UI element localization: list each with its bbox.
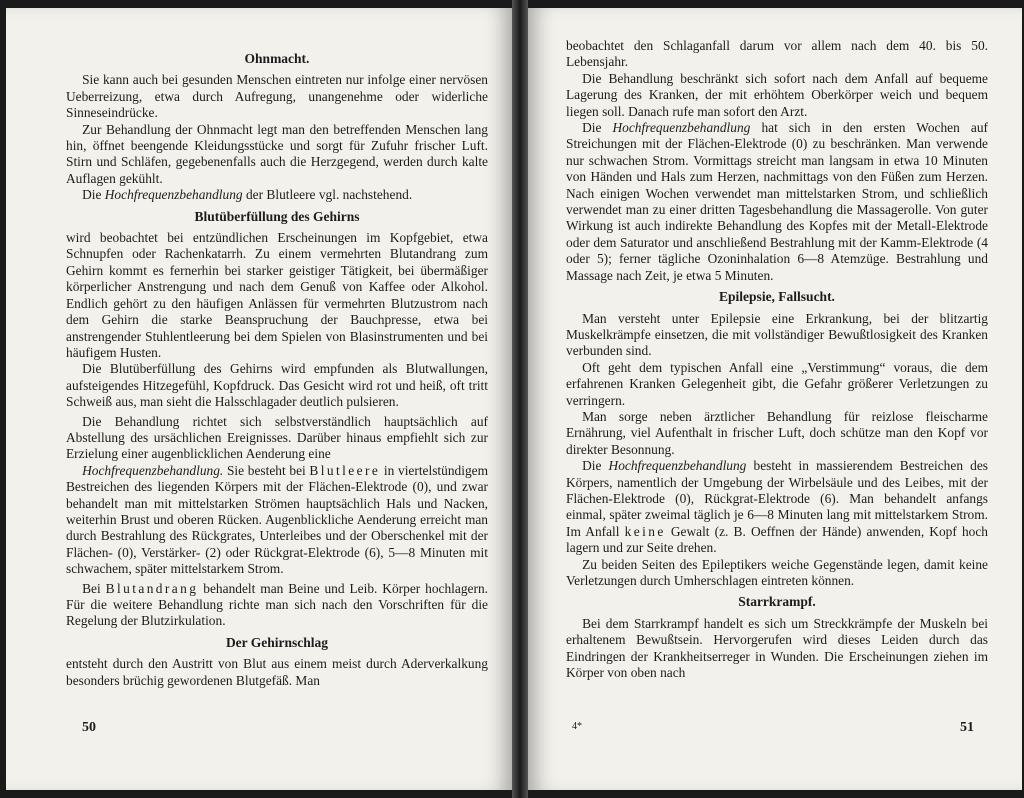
text-run: Sie besteht bei: [223, 462, 310, 478]
paragraph: [66, 463, 488, 578]
text-run: Die: [582, 120, 613, 136]
spaced-term: Blutandrang: [105, 580, 199, 596]
paragraph: Die Blutüberfüllung des Gehirns wird empfunden als Blutwallungen, aufsteigendes Hitzegefühl, Kopfdruck. Das Gesicht wird rot und heiß, oft tritt Schweiß aus, man sieht die Halsschlagader deutlich pulsieren.: [66, 361, 488, 410]
text-run: Die: [82, 187, 105, 203]
paragraph: entsteht durch den Austritt von Blut aus einem meist durch Aderverkalkung besonders brüchig gewordenen Blutgefäß. Man: [66, 656, 488, 688]
paragraph: beobachtet den Schlaganfall darum vor allem nach dem 40. bis 50. Lebensjahr.: [566, 38, 988, 70]
paragraph: Bei dem Starrkrampf handelt es sich um Streckkrämpfe der Muskeln bei erhaltenem Bewußtsein. Hervorgerufen wird dieses Leiden durch das Eindringen der Krankheitserreger in Wunden. Die Erscheinungen ziehen im Körper von oben nach: [566, 615, 988, 681]
paragraph: [566, 120, 988, 284]
text-run: behandelt man Beine und Leib. Körper hochlagern. Für die weitere Behandlung richte man sich nach den Vorschriften für die Regelung der Blutzirkulation.: [66, 580, 488, 629]
signature-mark: 4*: [572, 721, 582, 732]
book-gutter: [512, 0, 528, 798]
emphasis: Hochfrequenzbehandlung: [612, 120, 751, 136]
heading-gehirnschlag: Der Gehirnschlag: [225, 634, 329, 650]
page-number: 51: [960, 720, 974, 735]
paragraph: Oft geht dem typischen Anfall eine „Verstimmung“ voraus, die dem erfahrenen Kranken Gelegenheit gibt, die Gefahr größerer Verletzungen zu verringern.: [566, 359, 988, 408]
text-run: in viertelstündigem Bestreichen des liegenden Körpers mit der Flächen-Elektrode (0), und zwar behandelt man mit mittelstarken Strömen hauptsächlich Hals und Nacken, weiterhin Brust und oberen Rücken. Augenblickliche Aenderung erreicht man durch Bestrahlung des Rückgrates, Unterleibes und der Oberschenkel mit der Flächen- (0), Verstärker- (2) oder Rückgrat-Elektrode (6), 5—8 Minuten mit schwachem, später mittelstarkem Strom.: [66, 462, 488, 577]
spaced-term: Blutleere: [309, 462, 381, 478]
paragraph: Sie kann auch bei gesunden Menschen eintreten nur infolge einer nervösen Ueberreizung, etwa durch Aufregung, unangenehme oder widerliche Sinneseindrücke.: [66, 72, 488, 121]
heading-epilepsie: Epilepsie, Fallsucht.: [719, 289, 835, 305]
page-number: 50: [82, 720, 96, 735]
paragraph: Zur Behandlung der Ohnmacht legt man den betreffenden Menschen lang hin, öffnet beengende Kleidungsstücke und sorgt für Zufuhr frischer Luft. Stirn und Schläfen, gegebenenfalls auch die Herzgegend, werden durch kalte Auflagen gekühlt.: [66, 121, 488, 186]
heading-blutueberfuellung: Blutüberfüllung des Gehirns: [194, 208, 360, 224]
text-run: besteht in massierendem Bestreichen des Körpers, namentlich der Umgebung der Wirbelsäule und des Leibes, mit der Flächen-Elektrode (0), Rückgrat-Elektrode (6). Man behandelt anfangs einmal, später zweimal täglich je 6—8 Minuten lang mit mittelstarkem Strom. Im Anfall: [566, 458, 988, 539]
text-run: Gewalt (z. B. Oeffnen der Hände) anwenden, Kopf hoch lagern und zur Seite drehen.: [566, 523, 988, 556]
heading-ohnmacht: Ohnmacht.: [244, 51, 310, 66]
paragraph: wird beobachtet bei entzündlichen Erscheinungen im Kopfgebiet, etwa Schnupfen oder Rachenkatarrh. Zu einem vermehrten Blutandrang zum Gehirn kommt es fernerhin bei starker geistiger Tätigkeit, bei übermäßiger körperlicher Anstrengung und nach dem Genuß von Kaffee oder Alkohol. Endlich gehört zu den häufigen Anlässen für vermehrten Blutzustrom nach dem Gehirn die starke Beanspruchung der Bauchpresse, etwa bei anstrengender Stuhlentleerung bei dem Spielen von Blasinstrumenten und bei häufigem Husten.: [66, 230, 488, 360]
text-run: Die: [582, 458, 609, 474]
paragraph: [566, 458, 988, 556]
left-page: [6, 8, 512, 790]
paragraph: [66, 581, 488, 630]
paragraph: [66, 187, 488, 203]
text-run: hat sich in den ersten Wochen auf Streichungen mit der Flächen-Elektrode (0) zu beschränken. Man verwende nur schwachen Strom. Vormittags streicht man langsam in etwa 10 Minuten von Händen und Hals zum Herzen, nachmittags von den Füßen zum Herzen. Nach einigen Wochen verwendet man mittelstarken Strom, und schließlich verwendet man zu einer dritten Tagesbehandlung die Massagerolle. Von guter Wirkung ist auch indirekte Behandlung des Kopfes mit der Metall-Elektrode oder dem Saturator und anschließend Bestrahlung mit der Kamm-Elektrode (4 oder 5); ferner tägliche Ozoninhalation 6—8 Atemzüge. Bestrahlung und Massage nach Zeit, je etwa 5 Minuten.: [566, 120, 988, 283]
paragraph: Man sorge neben ärztlicher Behandlung für reizlose fleischarme Ernährung, viel Aufenthalt in frischer Luft, doch schütze man den Kopf vor direkter Besonnung.: [566, 408, 988, 457]
right-page-text: [566, 38, 988, 681]
paragraph: Zu beiden Seiten des Epileptikers weiche Gegenstände legen, damit keine Verletzungen durch Umherschlagen eintreten können.: [566, 556, 988, 588]
emphasis: Hochfrequenzbehandlung: [104, 187, 243, 203]
emphasis: Hochfrequenzbehandlung.: [82, 462, 224, 478]
heading-starrkrampf: Starrkrampf.: [738, 594, 816, 610]
paragraph: Die Behandlung beschränkt sich sofort nach dem Anfall auf bequeme Lagerung des Kranken, der mit erhöhtem Oberkörper weich und bequem liegen soll. Danach rufe man sofort den Arzt.: [566, 70, 988, 119]
paragraph: Man versteht unter Epilepsie eine Erkrankung, bei der blitzartig Muskelkrämpfe einsetzen, die mit vollständiger Bewußtlosigkeit des Kranken verbunden sind.: [566, 310, 988, 359]
right-page: [528, 8, 1022, 790]
left-page-text: [66, 51, 488, 689]
spaced-term: keine: [624, 523, 666, 539]
text-run: der Blutleere vgl. nachstehend.: [242, 187, 413, 203]
paragraph: Die Behandlung richtet sich selbstverständlich hauptsächlich auf Abstellung des ursächlichen Ereignisses. Darüber hinaus empfiehlt sich zur Erzielung einer augenblicklichen Aenderung eine: [66, 413, 488, 462]
emphasis: Hochfrequenzbehandlung: [608, 458, 747, 474]
text-run: Bei: [82, 580, 106, 596]
